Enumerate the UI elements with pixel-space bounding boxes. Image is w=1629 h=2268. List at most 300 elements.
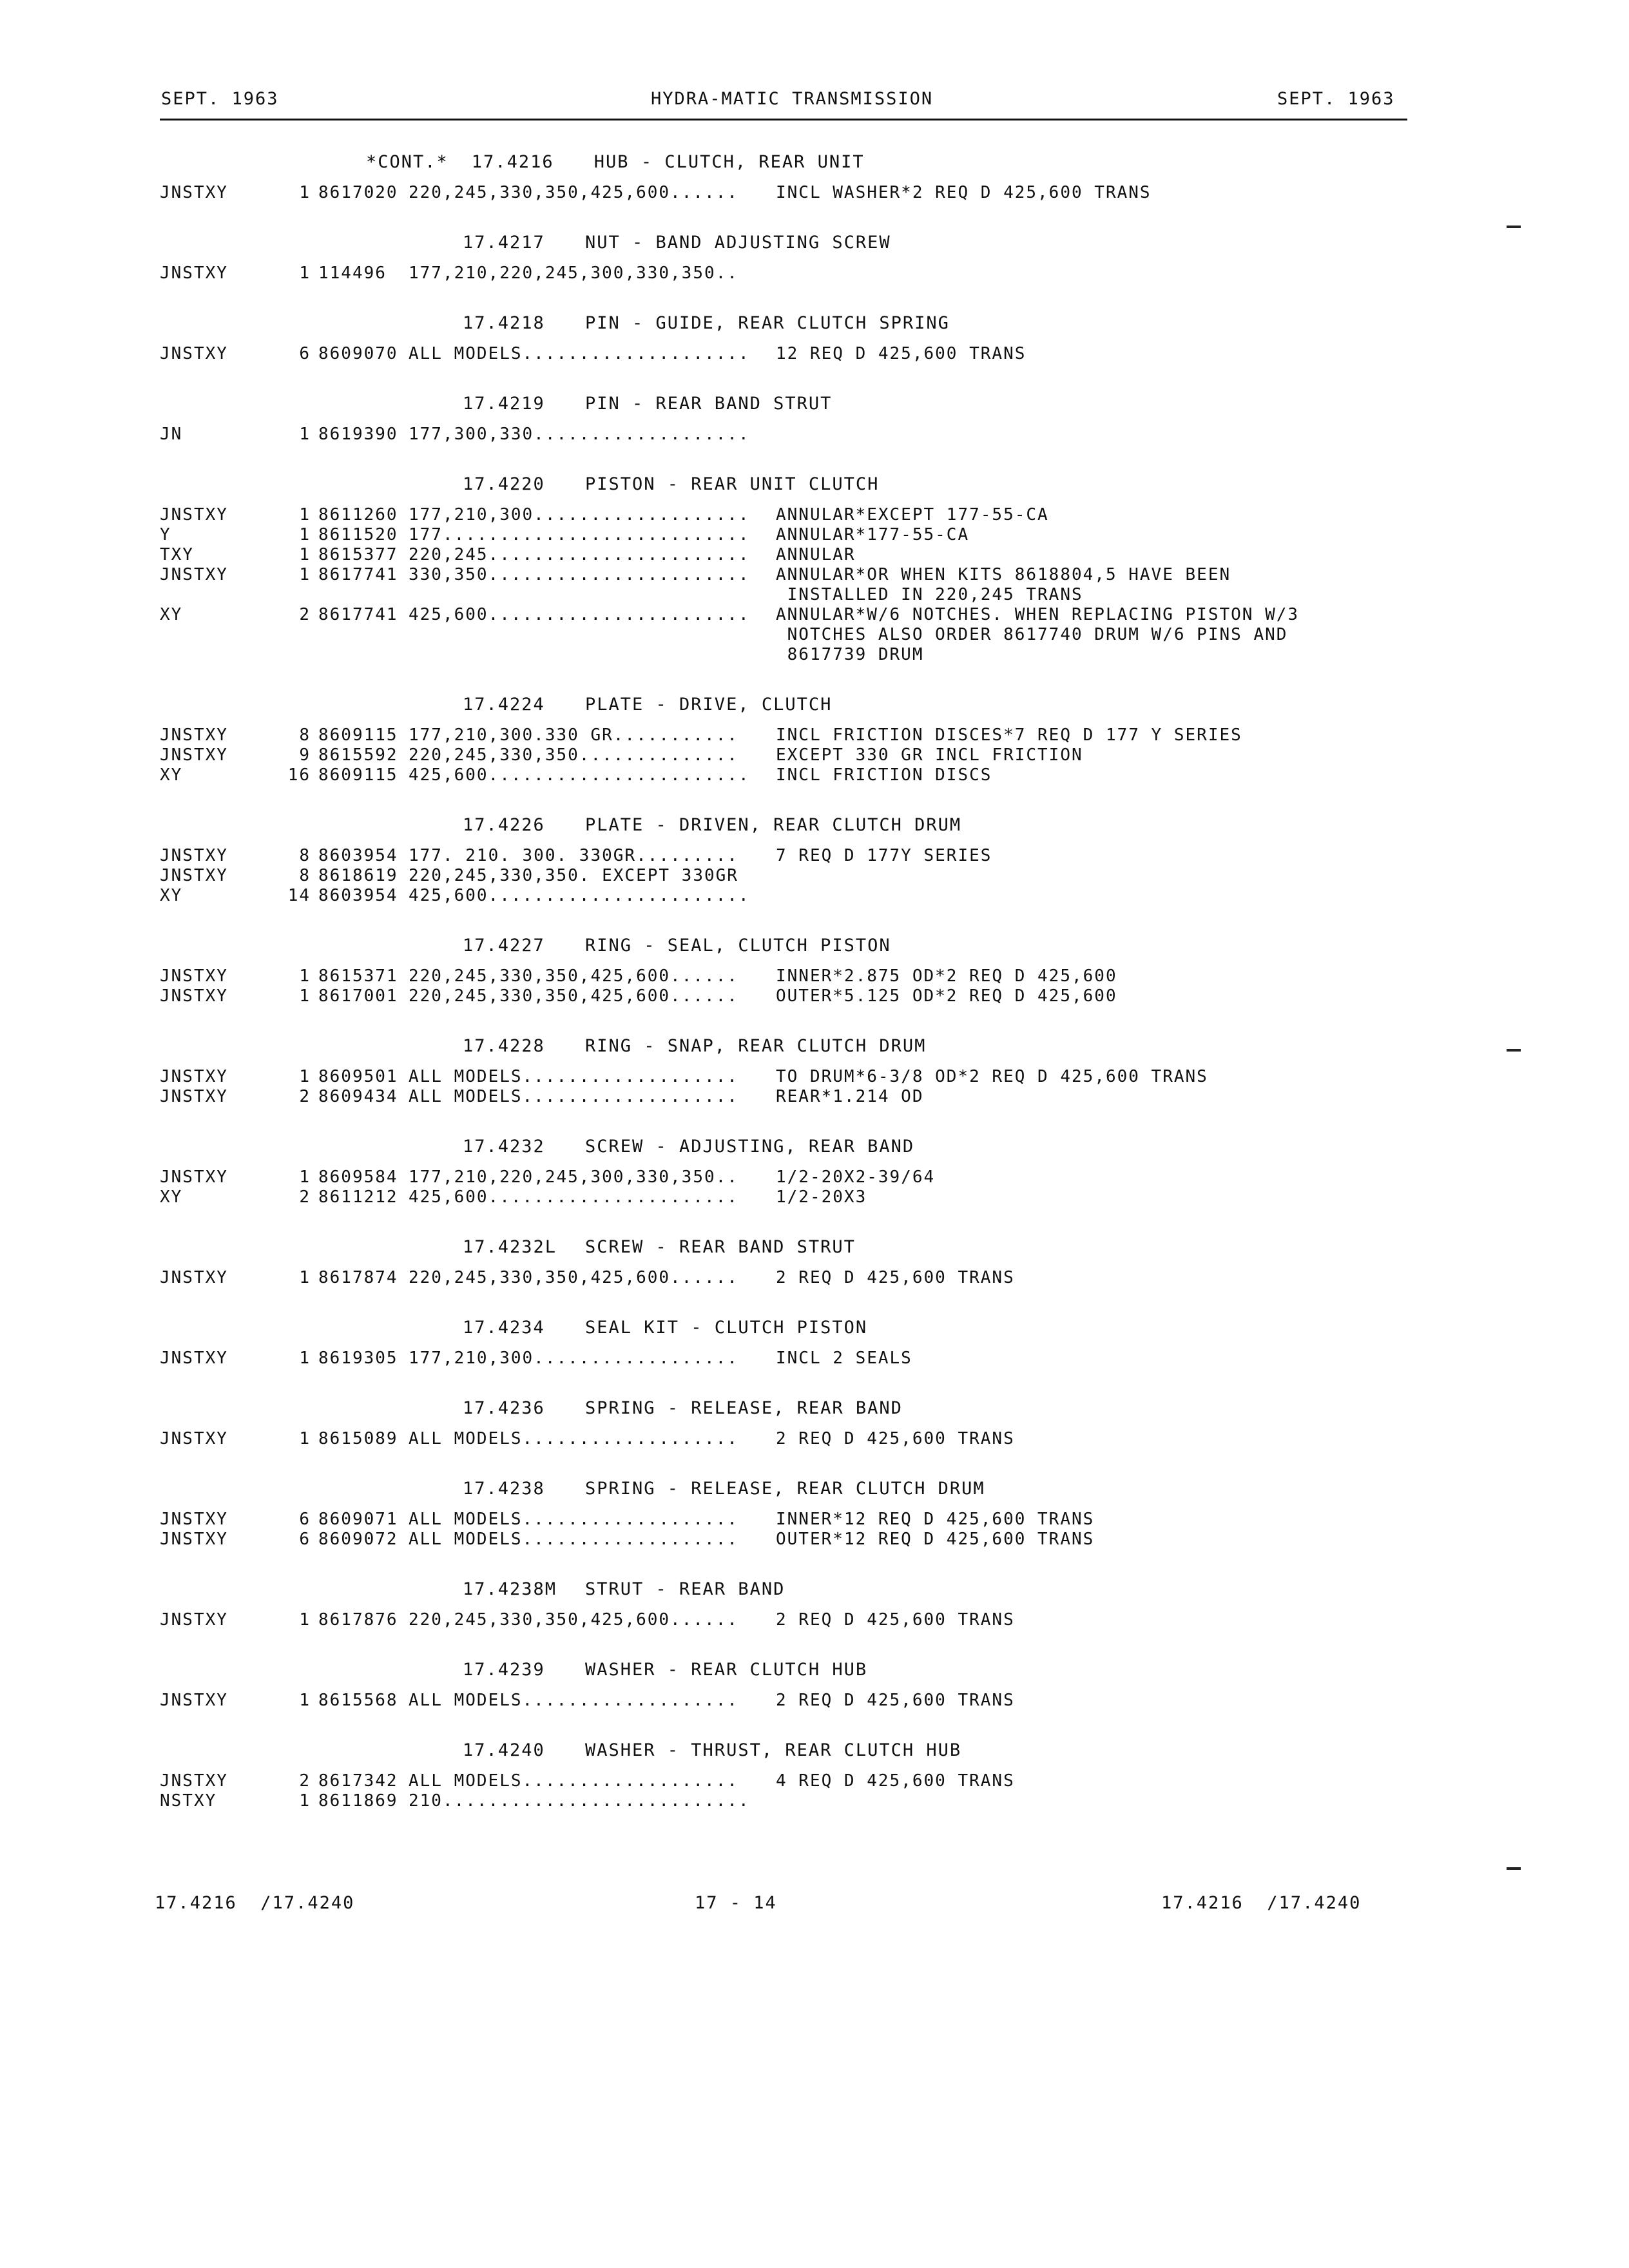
part-number: 8609115 xyxy=(318,726,398,745)
part-row xyxy=(160,425,1410,445)
section-heading xyxy=(160,1649,1410,1691)
part-number: 8609115 xyxy=(318,765,398,785)
catalog-section xyxy=(160,1227,1410,1307)
models-code: JNSTXY xyxy=(160,726,228,745)
models-code: JNSTXY xyxy=(160,505,228,524)
models-code: JNSTXY xyxy=(160,1087,228,1106)
remarks xyxy=(776,966,1410,986)
header-title: HYDRA-MATIC TRANSMISSION xyxy=(651,89,934,109)
section-number: 17.4232L xyxy=(463,1237,557,1257)
usage-models: 220,245,330,350,425,600...... xyxy=(409,986,738,1006)
remarks xyxy=(776,1510,1410,1530)
remark-line: 8617739 DRUM xyxy=(776,645,924,664)
section-spacer xyxy=(160,1811,1410,1831)
section-spacer xyxy=(160,785,1410,805)
catalog-section xyxy=(160,142,1410,222)
quantity: 1 xyxy=(299,525,311,544)
remark-line: REAR*1.214 OD xyxy=(776,1087,924,1106)
part-row xyxy=(160,183,1410,203)
section-heading xyxy=(160,464,1410,505)
catalog-section xyxy=(160,684,1410,805)
remarks xyxy=(776,1187,1410,1207)
section-heading xyxy=(160,1388,1410,1429)
part-number: 8617342 xyxy=(318,1771,398,1791)
part-number: 8611869 xyxy=(318,1791,398,1811)
part-row xyxy=(160,1168,1410,1187)
section-heading xyxy=(160,1307,1410,1349)
section-number: 17.4238 xyxy=(463,1479,545,1499)
usage-models: 425,600....................... xyxy=(409,765,750,785)
part-row xyxy=(160,545,1410,565)
remarks xyxy=(776,344,1410,364)
section-title: WASHER - REAR CLUTCH HUB xyxy=(585,1660,868,1680)
part-number: 8615568 xyxy=(318,1691,398,1710)
quantity: 2 xyxy=(299,1187,311,1207)
part-number: 8619305 xyxy=(318,1349,398,1368)
usage-models: 177........................... xyxy=(409,525,750,544)
models-code: JNSTXY xyxy=(160,1691,228,1710)
quantity: 6 xyxy=(299,1530,311,1549)
models-code: JNSTXY xyxy=(160,1168,228,1187)
part-row xyxy=(160,745,1410,765)
part-number: 8619390 xyxy=(318,425,398,444)
usage-models: 177. 210. 300. 330GR......... xyxy=(409,846,738,865)
catalog-section xyxy=(160,1307,1410,1388)
part-row xyxy=(160,1530,1410,1550)
models-code: JNSTXY xyxy=(160,1530,228,1549)
part-row xyxy=(160,1349,1410,1369)
usage-models: ALL MODELS................... xyxy=(409,1691,738,1710)
models-code: JNSTXY xyxy=(160,565,228,584)
section-number: 17.4228 xyxy=(463,1036,545,1056)
section-heading xyxy=(160,142,1410,183)
catalog-section xyxy=(160,1649,1410,1730)
remark-line: ANNULAR*W/6 NOTCHES. WHEN REPLACING PISTON W/3 xyxy=(776,605,1300,624)
catalog-section xyxy=(160,1569,1410,1649)
footer-range-left: 17.4216 /17.4240 xyxy=(155,1893,355,1913)
usage-models: 220,245,330,350. EXCEPT 330GR xyxy=(409,866,738,885)
quantity: 8 xyxy=(299,866,311,885)
catalog-section xyxy=(160,1026,1410,1126)
part-row xyxy=(160,605,1410,665)
section-spacer xyxy=(160,665,1410,684)
remarks xyxy=(776,1349,1410,1369)
quantity: 2 xyxy=(299,1771,311,1791)
catalog-section xyxy=(160,1126,1410,1227)
usage-models: 177,210,220,245,300,330,350.. xyxy=(409,1168,738,1187)
remarks xyxy=(776,1268,1410,1288)
remark-line: 7 REQ D 177Y SERIES xyxy=(776,846,992,865)
remark-line: INSTALLED IN 220,245 TRANS xyxy=(776,585,1083,604)
quantity: 1 xyxy=(299,1691,311,1710)
part-row xyxy=(160,525,1410,545)
section-heading xyxy=(160,222,1410,264)
section-title: SEAL KIT - CLUTCH PISTON xyxy=(585,1318,868,1338)
catalog-section xyxy=(160,1468,1410,1569)
models-code: JNSTXY xyxy=(160,1510,228,1529)
remark-line: ANNULAR*177-55-CA xyxy=(776,525,970,544)
part-number: 8611212 xyxy=(318,1187,398,1207)
part-number: 8617876 xyxy=(318,1610,398,1629)
remark-line: ANNULAR*EXCEPT 177-55-CA xyxy=(776,505,1049,524)
section-heading xyxy=(160,1026,1410,1067)
section-heading xyxy=(160,684,1410,726)
models-code: JNSTXY xyxy=(160,1268,228,1287)
remark-line: ANNULAR xyxy=(776,545,856,564)
section-number: 17.4226 xyxy=(463,815,545,835)
remarks xyxy=(776,1610,1410,1630)
usage-models: 220,245....................... xyxy=(409,545,750,564)
part-number: 8611520 xyxy=(318,525,398,544)
part-number: 8618619 xyxy=(318,866,398,885)
part-number: 8609434 xyxy=(318,1087,398,1106)
section-title: PLATE - DRIVEN, REAR CLUTCH DRUM xyxy=(585,815,962,835)
remark-line: 1/2-20X3 xyxy=(776,1187,867,1207)
part-row xyxy=(160,1610,1410,1630)
usage-models: ALL MODELS................... xyxy=(409,1510,738,1529)
remarks xyxy=(776,525,1410,545)
models-code: XY xyxy=(160,605,183,624)
section-heading xyxy=(160,805,1410,846)
catalog-section xyxy=(160,222,1410,303)
models-code: JNSTXY xyxy=(160,264,228,283)
catalog-section xyxy=(160,464,1410,684)
section-title: HUB - CLUTCH, REAR UNIT xyxy=(593,152,865,172)
remarks xyxy=(776,183,1410,203)
margin-mark xyxy=(1507,226,1521,228)
usage-models: ALL MODELS................... xyxy=(409,1429,738,1448)
section-spacer xyxy=(160,1449,1410,1468)
usage-models: 220,245,330,350.............. xyxy=(409,745,738,765)
section-heading xyxy=(160,1227,1410,1268)
models-code: JNSTXY xyxy=(160,745,228,765)
section-title: SCREW - REAR BAND STRUT xyxy=(585,1237,856,1257)
remarks xyxy=(776,1067,1410,1087)
section-spacer xyxy=(160,364,1410,383)
quantity: 8 xyxy=(299,726,311,745)
remarks xyxy=(776,1429,1410,1449)
part-row xyxy=(160,1087,1410,1107)
quantity: 1 xyxy=(299,986,311,1006)
remarks xyxy=(776,1087,1410,1107)
usage-models: 177,210,300.................. xyxy=(409,1349,738,1368)
remarks xyxy=(776,765,1410,785)
header-rule xyxy=(160,119,1407,120)
catalog-section xyxy=(160,383,1410,464)
models-code: JNSTXY xyxy=(160,344,228,363)
remarks xyxy=(776,1168,1410,1187)
part-number: 8617001 xyxy=(318,986,398,1006)
quantity: 1 xyxy=(299,1791,311,1811)
section-spacer xyxy=(160,445,1410,464)
section-number: 17.4217 xyxy=(463,233,545,253)
remarks xyxy=(776,866,1410,886)
usage-models: 425,600....................... xyxy=(409,886,750,905)
section-spacer xyxy=(160,1630,1410,1649)
models-code: NSTXY xyxy=(160,1791,217,1811)
section-spacer xyxy=(160,1288,1410,1307)
section-title: RING - SEAL, CLUTCH PISTON xyxy=(585,936,891,956)
remark-line: OUTER*12 REQ D 425,600 TRANS xyxy=(776,1530,1095,1549)
quantity: 1 xyxy=(299,1168,311,1187)
quantity: 6 xyxy=(299,344,311,363)
margin-mark xyxy=(1507,1049,1521,1052)
remark-line: 12 REQ D 425,600 TRANS xyxy=(776,344,1027,363)
usage-models: ALL MODELS................... xyxy=(409,1771,738,1791)
part-number: 114496 xyxy=(318,264,387,283)
section-title: PISTON - REAR UNIT CLUTCH xyxy=(585,474,880,494)
part-number: 8603954 xyxy=(318,886,398,905)
usage-models: ALL MODELS................... xyxy=(409,1530,738,1549)
remark-line: 4 REQ D 425,600 TRANS xyxy=(776,1771,1015,1791)
section-title: STRUT - REAR BAND xyxy=(585,1579,786,1599)
models-code: XY xyxy=(160,765,183,785)
header-date-right: SEPT. 1963 xyxy=(1277,89,1395,109)
remarks xyxy=(776,605,1410,665)
quantity: 2 xyxy=(299,1087,311,1106)
part-row xyxy=(160,344,1410,364)
quantity: 1 xyxy=(299,183,311,202)
quantity: 14 xyxy=(287,886,311,905)
section-spacer xyxy=(160,284,1410,303)
models-code: JNSTXY xyxy=(160,1429,228,1448)
part-number: 8617874 xyxy=(318,1268,398,1287)
header-date-left: SEPT. 1963 xyxy=(161,89,279,109)
usage-models: 330,350....................... xyxy=(409,565,750,584)
footer-page-number: 17 - 14 xyxy=(695,1893,777,1913)
usage-models: ALL MODELS................... xyxy=(409,1087,738,1106)
remarks xyxy=(776,505,1410,525)
part-row xyxy=(160,765,1410,785)
remarks xyxy=(776,886,1410,906)
models-code: JNSTXY xyxy=(160,966,228,986)
section-number: 17.4236 xyxy=(463,1398,545,1418)
part-row xyxy=(160,1691,1410,1711)
remark-line: EXCEPT 330 GR INCL FRICTION xyxy=(776,745,1083,765)
catalog-section xyxy=(160,1730,1410,1831)
usage-models: ALL MODELS.................... xyxy=(409,344,750,363)
remark-line: INNER*12 REQ D 425,600 TRANS xyxy=(776,1510,1095,1529)
remark-line: INCL FRICTION DISCES*7 REQ D 177 Y SERIES xyxy=(776,726,1242,745)
remark-line: 2 REQ D 425,600 TRANS xyxy=(776,1268,1015,1287)
section-number: 17.4220 xyxy=(463,474,545,494)
part-row xyxy=(160,1187,1410,1207)
quantity: 1 xyxy=(299,1610,311,1629)
section-spacer xyxy=(160,1550,1410,1569)
catalog-section xyxy=(160,925,1410,1026)
models-code: Y xyxy=(160,525,171,544)
usage-models: 220,245,330,350,425,600...... xyxy=(409,966,738,986)
usage-models: ALL MODELS................... xyxy=(409,1067,738,1086)
part-number: 8611260 xyxy=(318,505,398,524)
part-number: 8609070 xyxy=(318,344,398,363)
section-title: SPRING - RELEASE, REAR CLUTCH DRUM xyxy=(585,1479,985,1499)
remarks xyxy=(776,1530,1410,1550)
models-code: JNSTXY xyxy=(160,986,228,1006)
models-code: JN xyxy=(160,425,183,444)
part-row xyxy=(160,1771,1410,1791)
section-heading xyxy=(160,1569,1410,1610)
part-number: 8617741 xyxy=(318,605,398,624)
section-number: 17.4232 xyxy=(463,1137,545,1157)
section-title: PIN - REAR BAND STRUT xyxy=(585,394,833,414)
remark-line: INNER*2.875 OD*2 REQ D 425,600 xyxy=(776,966,1117,986)
part-number: 8609501 xyxy=(318,1067,398,1086)
quantity: 1 xyxy=(299,1349,311,1368)
part-number: 8617020 xyxy=(318,183,398,202)
part-number: 8603954 xyxy=(318,846,398,865)
section-spacer xyxy=(160,1369,1410,1388)
quantity: 1 xyxy=(299,565,311,584)
section-number: 17.4216 xyxy=(471,152,554,172)
models-code: XY xyxy=(160,886,183,905)
remarks xyxy=(776,264,1410,284)
usage-models: 425,600....................... xyxy=(409,605,750,624)
models-code: JNSTXY xyxy=(160,183,228,202)
models-code: JNSTXY xyxy=(160,1771,228,1791)
section-heading xyxy=(160,925,1410,966)
remark-line: INCL 2 SEALS xyxy=(776,1349,912,1368)
models-code: TXY xyxy=(160,545,194,564)
section-title: WASHER - THRUST, REAR CLUTCH HUB xyxy=(585,1740,962,1760)
remark-line: 1/2-20X2-39/64 xyxy=(776,1168,936,1187)
section-number: 17.4240 xyxy=(463,1740,545,1760)
section-number: 17.4238M xyxy=(463,1579,557,1599)
part-row xyxy=(160,1067,1410,1087)
part-number: 8615089 xyxy=(318,1429,398,1448)
remarks xyxy=(776,745,1410,765)
remark-line: INCL WASHER*2 REQ D 425,600 TRANS xyxy=(776,183,1152,202)
section-spacer xyxy=(160,1006,1410,1026)
models-code: JNSTXY xyxy=(160,866,228,885)
usage-models: 220,245,330,350,425,600...... xyxy=(409,1268,738,1287)
remark-line: 2 REQ D 425,600 TRANS xyxy=(776,1691,1015,1710)
models-code: JNSTXY xyxy=(160,1067,228,1086)
part-row xyxy=(160,886,1410,906)
section-heading xyxy=(160,1126,1410,1168)
remark-line: TO DRUM*6-3/8 OD*2 REQ D 425,600 TRANS xyxy=(776,1067,1208,1086)
catalog-section xyxy=(160,1388,1410,1468)
section-spacer xyxy=(160,1207,1410,1227)
section-heading xyxy=(160,1468,1410,1510)
quantity: 1 xyxy=(299,264,311,283)
part-number: 8615592 xyxy=(318,745,398,765)
continued-marker: *CONT.* xyxy=(366,152,448,172)
part-row xyxy=(160,866,1410,886)
part-row xyxy=(160,565,1410,605)
quantity: 16 xyxy=(287,765,311,785)
quantity: 6 xyxy=(299,1510,311,1529)
footer-range-right: 17.4216 /17.4240 xyxy=(1161,1893,1362,1913)
quantity: 1 xyxy=(299,545,311,564)
margin-mark xyxy=(1507,1867,1521,1870)
remarks xyxy=(776,726,1410,745)
section-spacer xyxy=(160,906,1410,925)
section-heading xyxy=(160,383,1410,425)
section-title: NUT - BAND ADJUSTING SCREW xyxy=(585,233,891,253)
usage-models: 220,245,330,350,425,600...... xyxy=(409,1610,738,1629)
part-row xyxy=(160,1429,1410,1449)
quantity: 1 xyxy=(299,1268,311,1287)
usage-models: 210........................... xyxy=(409,1791,750,1811)
part-row xyxy=(160,846,1410,866)
part-number: 8617741 xyxy=(318,565,398,584)
usage-models: 177,210,300.330 GR........... xyxy=(409,726,738,745)
quantity: 9 xyxy=(299,745,311,765)
catalog-section xyxy=(160,303,1410,383)
quantity: 1 xyxy=(299,1067,311,1086)
section-number: 17.4218 xyxy=(463,313,545,333)
models-code: JNSTXY xyxy=(160,1349,228,1368)
remarks xyxy=(776,565,1410,605)
section-title: RING - SNAP, REAR CLUTCH DRUM xyxy=(585,1036,927,1056)
parts-list xyxy=(160,142,1410,1831)
part-row xyxy=(160,986,1410,1006)
quantity: 1 xyxy=(299,505,311,524)
part-row xyxy=(160,264,1410,284)
usage-models: 220,245,330,350,425,600...... xyxy=(409,183,738,202)
remarks xyxy=(776,986,1410,1006)
remark-line: OUTER*5.125 OD*2 REQ D 425,600 xyxy=(776,986,1117,1006)
remark-line: INCL FRICTION DISCS xyxy=(776,765,992,785)
section-spacer xyxy=(160,1107,1410,1126)
models-code: JNSTXY xyxy=(160,1610,228,1629)
part-row xyxy=(160,1791,1410,1811)
remarks xyxy=(776,1791,1410,1811)
remarks xyxy=(776,545,1410,565)
section-title: SCREW - ADJUSTING, REAR BAND xyxy=(585,1137,915,1157)
part-number: 8615377 xyxy=(318,545,398,564)
remarks xyxy=(776,1771,1410,1791)
part-number: 8609584 xyxy=(318,1168,398,1187)
section-number: 17.4219 xyxy=(463,394,545,414)
remark-line: 2 REQ D 425,600 TRANS xyxy=(776,1610,1015,1629)
section-number: 17.4239 xyxy=(463,1660,545,1680)
remarks xyxy=(776,1691,1410,1711)
quantity: 8 xyxy=(299,846,311,865)
part-number: 8615371 xyxy=(318,966,398,986)
remark-line: NOTCHES ALSO ORDER 8617740 DRUM W/6 PINS AND xyxy=(776,625,1288,644)
part-row xyxy=(160,966,1410,986)
part-number: 8609072 xyxy=(318,1530,398,1549)
usage-models: 177,210,300................... xyxy=(409,505,750,524)
section-title: SPRING - RELEASE, REAR BAND xyxy=(585,1398,903,1418)
part-row xyxy=(160,1510,1410,1530)
usage-models: 177,300,330................... xyxy=(409,425,750,444)
section-title: PLATE - DRIVE, CLUTCH xyxy=(585,695,833,715)
part-row xyxy=(160,505,1410,525)
remark-line: ANNULAR*OR WHEN KITS 8618804,5 HAVE BEEN xyxy=(776,565,1231,584)
quantity: 2 xyxy=(299,605,311,624)
part-row xyxy=(160,726,1410,745)
section-heading xyxy=(160,303,1410,344)
section-number: 17.4234 xyxy=(463,1318,545,1338)
remarks xyxy=(776,425,1410,445)
catalog-section xyxy=(160,805,1410,925)
section-title: PIN - GUIDE, REAR CLUTCH SPRING xyxy=(585,313,950,333)
section-spacer xyxy=(160,203,1410,222)
section-number: 17.4224 xyxy=(463,695,545,715)
remark-line: 2 REQ D 425,600 TRANS xyxy=(776,1429,1015,1448)
models-code: JNSTXY xyxy=(160,846,228,865)
usage-models: 177,210,220,245,300,330,350.. xyxy=(409,264,738,283)
quantity: 1 xyxy=(299,425,311,444)
quantity: 1 xyxy=(299,966,311,986)
models-code: XY xyxy=(160,1187,183,1207)
usage-models: 425,600...................... xyxy=(409,1187,738,1207)
section-number: 17.4227 xyxy=(463,936,545,956)
part-number: 8609071 xyxy=(318,1510,398,1529)
